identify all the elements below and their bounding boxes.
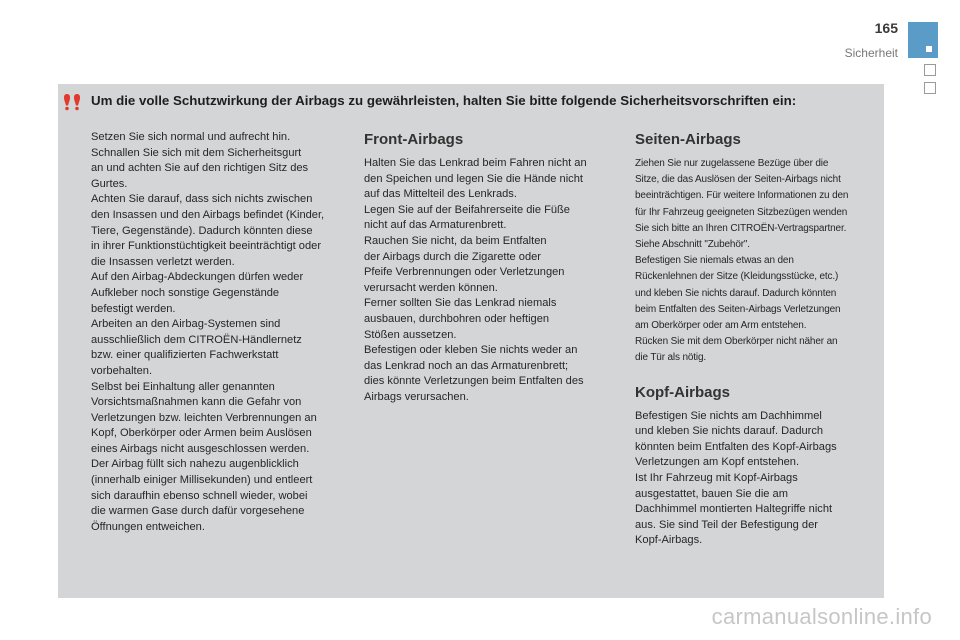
section-tab-box <box>924 64 936 76</box>
text-line: Gurtes. <box>91 177 128 190</box>
text-line: dies könnte Verletzungen beim Entfalten des <box>364 375 584 388</box>
text-line: Befestigen oder kleben Sie nichts weder an <box>364 344 578 357</box>
text-line: auf das Mittelteil des Lenkrads. <box>364 188 517 201</box>
text-line: verursacht werden können. <box>364 281 498 294</box>
text-line: Dachhimmel montierten Haltegriffe nicht <box>635 503 833 516</box>
text-line: am Oberkörper oder am Arm entstehen. <box>635 320 807 332</box>
page-number: 165 <box>874 20 898 36</box>
text-line: Setzen Sie sich normal und aufrecht hin. <box>91 131 291 143</box>
text-line: Achten Sie darauf, dass sich nichts zwischen <box>91 193 313 206</box>
warning-icon-left-dot <box>65 107 69 111</box>
text-line: Arbeiten an den Airbag-Systemen sind <box>91 318 281 331</box>
side-and-head-airbags-column <box>635 130 883 549</box>
text-line: Aufkleber noch sonstige Gegenstände <box>91 286 280 299</box>
warning-icon-left-drop <box>64 94 70 106</box>
text-line: beeinträchtigen. Für weitere Informationen zu den <box>635 190 849 202</box>
warning-icon-right-dot <box>75 107 79 111</box>
text-line: vorbehalten. <box>91 364 153 377</box>
section-tab-marker <box>908 22 938 58</box>
text-line: (innerhalb einiger Millisekunden) und entleert <box>91 474 313 487</box>
text-line: Vorsichtsmaßnahmen kann die Gefahr von <box>91 396 302 409</box>
text-line: Rücken Sie mit dem Oberkörper nicht näher an <box>635 336 838 348</box>
text-line: an und achten Sie auf den richtigen Sitz des <box>91 162 309 175</box>
front-airbags-section <box>364 130 622 406</box>
tab-dot <box>926 46 932 52</box>
text-line: ausschließlich dem CITROËN-Händlernetz <box>91 333 302 346</box>
text-line: ausbauen, durchbohren oder heftigen <box>364 312 550 325</box>
text-line: die warmen Gase durch dafür vorgesehene <box>91 505 305 518</box>
text-line: ausgestattet, bauen Sie die am <box>635 487 788 500</box>
text-line: Verletzungen am Kopf entstehen. <box>635 456 800 469</box>
text-line: in ihrer Funktionstüchtigkeit beeinträchtigt oder <box>91 240 322 253</box>
text-line: die Insassen verletzt werden. <box>91 255 235 268</box>
text-line: Rückenlehnen der Sitze (Kleidungsstücke, etc.) <box>635 271 839 283</box>
text-line: die Tür als nötig. <box>635 352 707 364</box>
text-line: eines Airbags nicht ausgeschlossen werden. <box>91 442 310 455</box>
side-airbags-title: Seiten-Airbags <box>635 131 741 148</box>
general-safety-column <box>91 130 353 535</box>
warning-exclamation-icon <box>62 93 82 111</box>
front-airbags-title: Front-Airbags <box>364 131 464 148</box>
text-line: Sitze, die das Auslösen der Seiten-Airbags nicht <box>635 174 841 186</box>
text-line: das Lenkrad noch an das Armaturenbrett; <box>364 359 569 372</box>
text-line: Kopf, Oberkörper oder Armen beim Auslösen <box>91 427 312 440</box>
text-line: Kopf-Airbags. <box>635 534 703 547</box>
text-line: für Ihr Fahrzeug geeigneten Sitzbezügen wenden <box>635 206 848 218</box>
text-line: der Airbags durch die Zigarette oder <box>364 250 541 263</box>
text-line: und kleben Sie nichts darauf. Dadurch <box>635 425 824 438</box>
text-line: Befestigen Sie nichts am Dachhimmel <box>635 409 822 422</box>
text-line: und kleben Sie nichts darauf. Dadurch könnten <box>635 287 837 299</box>
text-line: Schnallen Sie sich mit dem Sicherheitsgurt <box>91 146 302 159</box>
text-line: Airbags verursachen. <box>364 390 469 403</box>
text-line: bzw. einer qualifizierten Fachwerkstatt <box>91 349 279 362</box>
text-line: den Insassen und den Airbags befindet (Kinder, <box>91 208 325 221</box>
section-title: Sicherheit <box>844 46 898 60</box>
general-safety-text <box>91 130 353 535</box>
text-line: Verletzungen bzw. leichten Verbrennungen an <box>91 411 317 424</box>
text-line: Legen Sie auf der Beifahrerseite die Füße <box>364 203 570 216</box>
text-line: Ziehen Sie nur zugelassene Bezüge über die <box>635 158 829 169</box>
text-line: befestigt werden. <box>91 302 176 315</box>
text-line: könnten beim Entfalten des Kopf-Airbags <box>635 440 837 453</box>
text-line: Der Airbag füllt sich nahezu augenblicklich <box>91 458 299 471</box>
head-airbags-text <box>635 409 883 549</box>
text-line: sich daraufhin ebenso schnell wieder, wobei <box>91 489 308 502</box>
warning-icon-right-drop <box>74 94 80 106</box>
text-line: Selbst bei Einhaltung aller genannten <box>91 380 275 393</box>
text-line: den Speichen und legen Sie die Hände nicht <box>364 172 583 185</box>
text-line: Öffnungen entweichen. <box>91 520 205 533</box>
watermark: carmanualsonline.info <box>711 604 932 629</box>
section-tab-box <box>924 82 936 94</box>
text-line: Tiere, Gegenstände). Dadurch könnten diese <box>91 224 313 237</box>
text-line: Siehe Abschnitt "Zubehör". <box>635 239 750 251</box>
front-airbags-text <box>364 156 622 406</box>
text-line: aus. Sie sind Teil der Befestigung der <box>635 518 818 531</box>
text-line: Halten Sie das Lenkrad beim Fahren nicht an <box>364 157 587 169</box>
text-line: Ist Ihr Fahrzeug mit Kopf-Airbags <box>635 472 798 485</box>
safety-headline: Um die volle Schutzwirkung der Airbags zu gewährleisten, halten Sie bitte folgende Sicherheitsvorschriften ein: <box>91 93 797 108</box>
text-line: Sie sich bitte an Ihren CITROËN-Vertragspartner. <box>635 222 847 234</box>
text-line: Stößen aussetzen. <box>364 328 457 341</box>
text-line: beim Entfalten des Seiten-Airbags Verletzungen <box>635 303 841 315</box>
text-line: nicht auf das Armaturenbrett. <box>364 219 507 232</box>
text-line: Ferner sollten Sie das Lenkrad niemals <box>364 297 557 310</box>
text-line: Pfeife Verbrennungen oder Verletzungen <box>364 266 565 279</box>
text-line: Auf den Airbag-Abdeckungen dürfen weder <box>91 271 304 284</box>
head-airbags-title: Kopf-Airbags <box>635 383 730 401</box>
text-line: Rauchen Sie nicht, da beim Entfalten <box>364 234 547 247</box>
side-airbags-text <box>635 156 883 367</box>
text-line: Befestigen Sie niemals etwas an den <box>635 255 794 267</box>
